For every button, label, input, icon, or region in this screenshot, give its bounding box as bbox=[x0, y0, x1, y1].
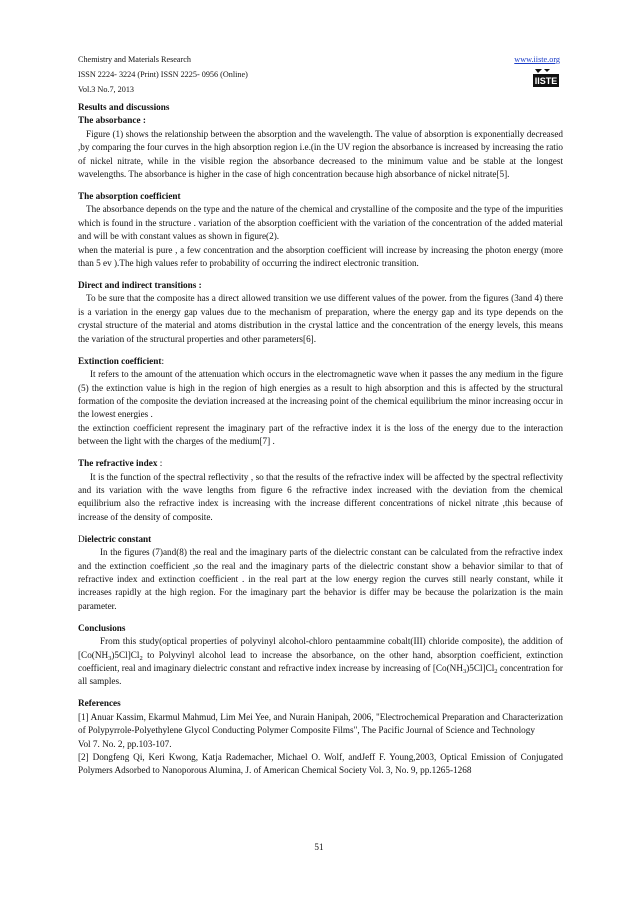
paragraph: when the material is pure , a few concentration and the absorption coefficient will increase by increasing the photon energy (more than 5 ev ).The high values refer to probability of occurring the indirect electronic transition. bbox=[78, 244, 563, 269]
text-run: )5Cl]Cl bbox=[466, 663, 495, 673]
section-heading: References bbox=[78, 698, 121, 709]
heading-text: ielectric constant bbox=[84, 533, 152, 544]
paragraph: The absorbance depends on the type and the nature of the chemical and crystalline of the composite and the type of the impurities which is found in the structure . variation of the absorption coefficient with the variation of the concentration of the added material and will be with constant values as shown in figure(2). bbox=[78, 204, 563, 242]
paragraph: To be sure that the composite has a direct allowed transition we use different values of the power. from the figures (3and 4) there is a variation in the energy gap values due to the mechanism of preparation, where the energy gap and its type depends on the crystal structure of the material and atoms distribution in the crystal lattice and the concentration of the energy levels, this means the variation of the structural properties and other parameters[6]. bbox=[78, 293, 563, 344]
section-conclusions bbox=[78, 622, 563, 689]
section-heading bbox=[78, 533, 563, 546]
paragraph: It refers to the amount of the attenuation which occurs in the electromagnetic wave when it passes the any medium in the figure (5) the extinction value is high in the region of high energies as a result to high absorption and this is affected by the structural formation of the composite the deviation increased at the increasing point of the chemical equilibrium the minor increasing occur in the lowest energies . bbox=[78, 369, 563, 420]
text-run: )5Cl]Cl bbox=[111, 649, 140, 660]
subscript: 2 bbox=[139, 654, 143, 662]
page-number: 51 bbox=[314, 842, 324, 852]
iiste-logo-icon bbox=[532, 67, 560, 89]
heading-initial: D bbox=[78, 533, 85, 544]
heading-colon: : bbox=[157, 458, 163, 469]
subscript: 2 bbox=[494, 668, 498, 675]
reference-item: [2] Dongfeng Qi, Keri Kwong, Katja Rademacher, Michael O. Wolf, andJeff F. Young,2003, Optical Emission of Conjugated Polymers Adsorbed to Nanoporous Alumina, J. of American Chemical Society Vol. 3, No. 9, pp.1265-1268 bbox=[78, 752, 563, 776]
text-run: From this study(optical properties of polyvinyl alcohol-chloro pentaammine cobalt(III) chloride composite), the addition of [Co(NH bbox=[78, 636, 563, 660]
heading-text: Extinction coefficient bbox=[78, 355, 162, 366]
heading-colon: : bbox=[161, 355, 164, 366]
section-heading: Results and discussions bbox=[78, 102, 170, 112]
section-heading: The absorption coefficient bbox=[78, 191, 181, 202]
paragraph: It is the function of the spectral reflectivity , so that the results of the refractive index will be affected by the spectral reflectivity and its variation with the wave lengths from figure 6 the refractive index increased with the deviation from the chemical equilibrium also the refractive index is increasing with the increase different concentrations of nickel nitrate ,this because of increase of the density of composite. bbox=[78, 471, 563, 522]
section-results bbox=[78, 101, 563, 181]
journal-name: Chemistry and Materials Research bbox=[78, 55, 191, 64]
subscript: 3 bbox=[462, 668, 467, 675]
page-header bbox=[78, 52, 560, 92]
section-heading bbox=[78, 355, 563, 368]
subscript: 3 bbox=[108, 654, 112, 662]
paragraph bbox=[78, 635, 563, 689]
section-heading bbox=[78, 457, 563, 470]
journal-website-link[interactable]: www.iiste.org bbox=[514, 55, 560, 64]
section-heading: Conclusions bbox=[78, 622, 126, 633]
paragraph: the extinction coefficient represent the imaginary part of the refractive index it is the loss of the energy due to the interaction between the light with the charges of the medium[7] . bbox=[78, 422, 563, 447]
text-run: to Polyvinyl alcohol lead to increase the absorbance, on the other hand, absorption coefficient, extinction coefficient, real and imaginary dielectric constant and refractive index increase by increasing of [Co(NH bbox=[78, 649, 563, 673]
section-references bbox=[78, 697, 563, 777]
journal-issn: ISSN 2224- 3224 (Print) ISSN 2225- 0956 (Online) bbox=[78, 70, 248, 79]
section-transitions bbox=[78, 279, 563, 346]
text-run: concentration for all samples. bbox=[78, 663, 563, 687]
section-dielectric bbox=[78, 533, 563, 613]
article-body bbox=[78, 101, 563, 786]
section-absorption-coefficient bbox=[78, 190, 563, 270]
section-extinction bbox=[78, 355, 563, 449]
reference-item: Vol 7. No. 2, pp.103-107. bbox=[78, 738, 172, 749]
section-refractive-index bbox=[78, 457, 563, 524]
subsection-heading: The absorbance : bbox=[78, 115, 146, 126]
iiste-logo bbox=[532, 67, 560, 89]
section-heading: Direct and indirect transitions : bbox=[78, 280, 202, 291]
reference-item: [1] Anuar Kassim, Ekarmul Mahmud, Lim Mei Yee, and Nurain Hanipah, 2006, "Electrochemical Preparation and Characterization of Polypyrrole-Polyethylene Glycol Conducting Polymer Composite Films", The Pacific Journal of Science and Technology bbox=[78, 711, 563, 736]
heading-text: The refractive index bbox=[78, 458, 158, 469]
svg-text:IISTE: IISTE bbox=[534, 76, 558, 86]
paragraph: Figure (1) shows the relationship between the absorption and the wavelength. The value of absorption is exponentially decreased ,by comparing the four curves in the high absorption region i.e.(in the UV region the absorbance is increased by increasing the ratio of nickel nitrate, while in the visible region the absorbance decreased to the minimum value and be stable at the longest wavelengths. The absorbance is higher in the case of high concentration because high absorbance of nickel nitrate[5]. bbox=[78, 128, 563, 180]
journal-volume: Vol.3 No.7, 2013 bbox=[78, 85, 135, 94]
paragraph: In the figures (7)and(8) the real and the imaginary parts of the dielectric constant can be calculated from the refractive index and the extinction coefficient ,so the real and the imaginary parts of the dielectric constant show a behavior similar to that of refractive index and extinction coefficient . in the real part at the low energy region the curves still nearly constant, while it increases rapidly at the high region. For the imaginary part the behavior is differ may be because the polarization is the main parameter. bbox=[78, 547, 563, 611]
